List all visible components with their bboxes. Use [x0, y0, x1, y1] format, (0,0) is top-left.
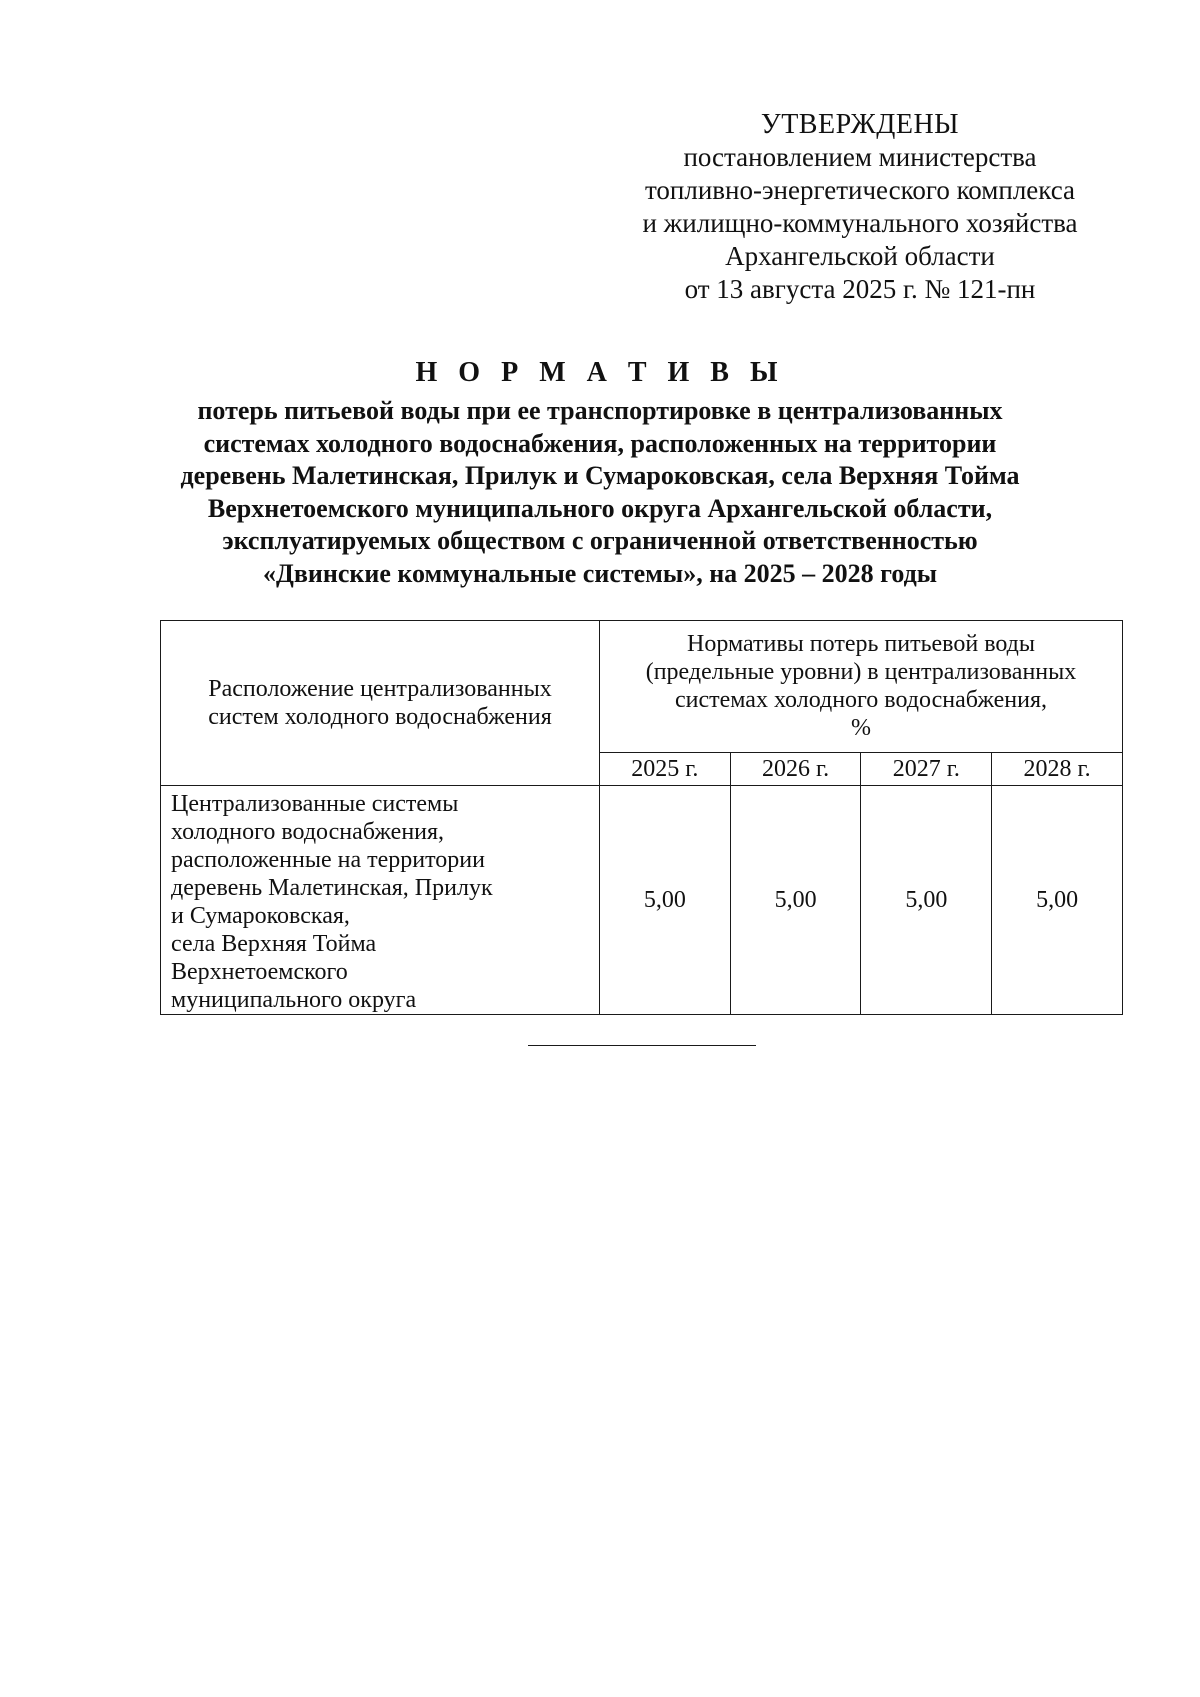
document-subtitle-line: системах холодного водоснабжения, расположенных на территории: [203, 428, 997, 458]
norms-column-header: [600, 621, 1123, 753]
location-line: Верхнетоемского: [171, 959, 348, 985]
document-subtitle-line: деревень Малетинская, Прилук и Сумароковская, села Верхняя Тойма: [180, 461, 1020, 490]
value-cell-2025: 5,00: [600, 786, 731, 1015]
document-title-block: [100, 355, 1100, 590]
document-subtitle-line: Верхнетоемского муниципального округа Архангельской области,: [207, 493, 993, 523]
approval-line: Архангельской области: [725, 241, 995, 271]
document-subtitle-line: потерь питьевой воды при ее транспортировке в централизованных: [197, 396, 1003, 425]
approval-date-number: от 13 августа 2025 г. № 121-пн: [684, 274, 1036, 304]
approval-line: топливно-энергетического комплекса: [644, 175, 1076, 205]
header-text-line: (предельные уровни) в централизованных: [645, 659, 1077, 686]
approval-block: [620, 108, 1100, 306]
location-line: холодного водоснабжения,: [171, 819, 445, 845]
end-divider: [528, 1045, 756, 1046]
approval-line: постановлением министерства: [683, 142, 1037, 172]
approval-line: и жилищно-коммунального хозяйства: [642, 208, 1078, 238]
header-text-line: систем холодного водоснабжения: [208, 704, 552, 730]
document-title: Н О Р М А Т И В Ы: [415, 357, 785, 388]
location-line: и Сумароковская,: [171, 903, 350, 929]
location-line: деревень Малетинская, Прилук: [171, 875, 493, 901]
approval-title: УТВЕРЖДЕНЫ: [760, 109, 960, 140]
document-subtitle-line: эксплуатируемых обществом с ограниченной ответственностью: [222, 526, 978, 555]
location-line: расположенные на территории: [171, 847, 485, 873]
header-text-line: Нормативы потерь питьевой воды: [686, 631, 1036, 658]
location-line: села Верхняя Тойма: [171, 931, 377, 957]
table-header-row: [161, 621, 1123, 753]
year-header-2028: 2028 г.: [992, 752, 1123, 785]
header-unit: %: [851, 715, 871, 742]
header-text-line: системах холодного водоснабжения,: [674, 687, 1047, 714]
value-cell-2026: 5,00: [730, 786, 861, 1015]
header-text-line: Расположение централизованных: [208, 676, 552, 702]
norms-table: [160, 620, 1123, 1015]
location-column-header: [161, 621, 600, 786]
value-cell-2028: 5,00: [992, 786, 1123, 1015]
location-cell: [161, 786, 600, 1015]
table-row: [161, 786, 1123, 1015]
year-header-2025: 2025 г.: [600, 752, 731, 785]
year-header-2026: 2026 г.: [730, 752, 861, 785]
value-cell-2027: 5,00: [861, 786, 992, 1015]
document-subtitle-line: «Двинские коммунальные системы», на 2025 – 2028 годы: [262, 558, 938, 588]
year-header-2027: 2027 г.: [861, 752, 992, 785]
location-line: Централизованные системы: [171, 791, 459, 817]
location-line: муниципального округа: [171, 987, 417, 1013]
